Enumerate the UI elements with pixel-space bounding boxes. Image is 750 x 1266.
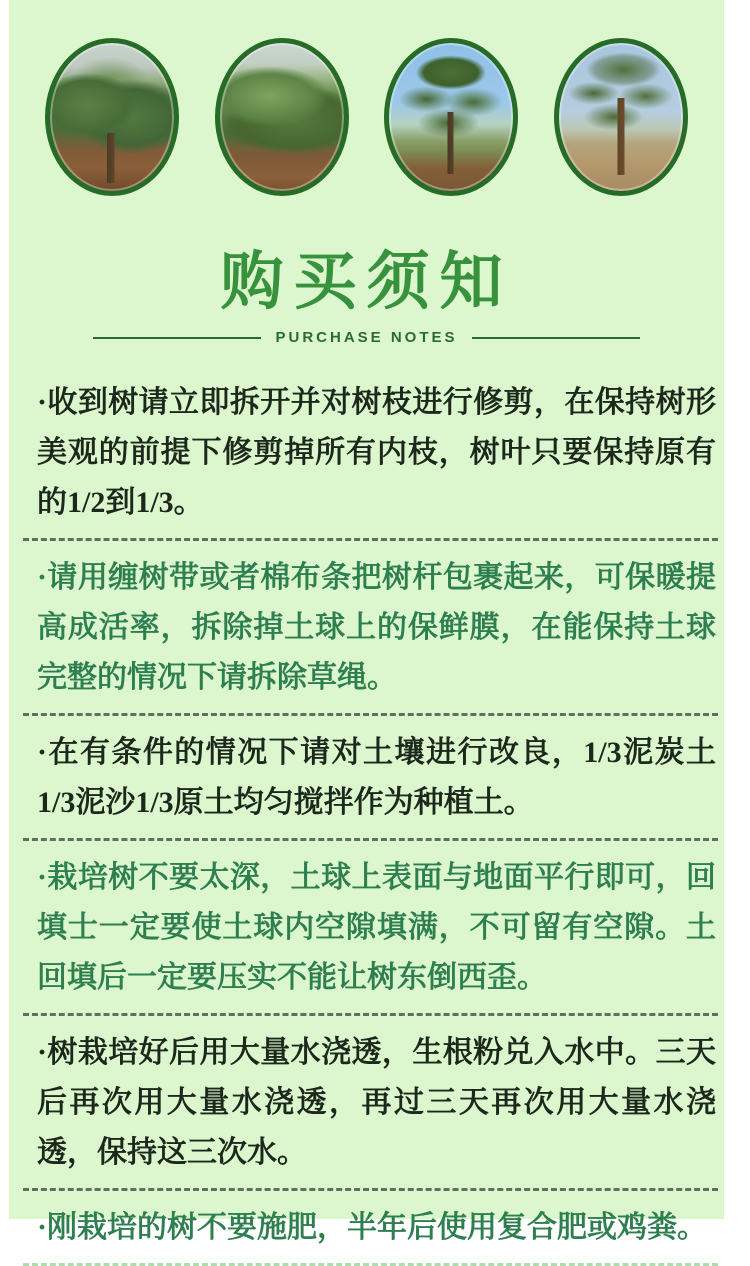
- note-item: ·树栽培好后用大量水浇透，生根粉兑入水中。三天后再次用大量水浇透，再过三天再次用大量水浇透，保持这三次水。: [37, 1036, 716, 1170]
- subtitle-row: [9, 329, 724, 346]
- note-item: ·请用缠树带或者棉布条把树杆包裹起来，可保暖提高成活率，拆除掉土球上的保鲜膜，在能保持土球完整的情况下请拆除草绳。: [37, 561, 716, 695]
- divider-line-right: [472, 337, 640, 339]
- note-item: ·在有条件的情况下请对土壤进行改良，1/3泥炭土1/3泥沙1/3原土均匀搅拌作为种植土。: [37, 736, 716, 820]
- tree-photo: [45, 38, 179, 196]
- subtitle-text: PURCHASE NOTES: [275, 329, 458, 347]
- purchase-notes-page: [9, 0, 724, 1245]
- notes-list: [9, 366, 724, 1266]
- page-title: 购买须知: [220, 247, 513, 317]
- tree-photo: [384, 38, 518, 196]
- tree-photo-gallery: [9, 0, 724, 204]
- note-item: ·刚栽培的树不要施肥，半年后使用复合肥或鸡粪。: [37, 1211, 708, 1245]
- note-item: ·栽培树不要太深，土球上表面与地面平行即可，回填士一定要使土球内空隙填满，不可留有空隙。土回填后一定要压实不能让树东倒西歪。: [37, 861, 716, 995]
- tree-photo: [215, 38, 349, 196]
- section-header: [9, 248, 724, 346]
- divider-line-left: [93, 337, 261, 339]
- tree-photo: [554, 38, 688, 196]
- note-item: ·收到树请立即拆开并对树枝进行修剪，在保持树形美观的前提下修剪掉所有内枝，树叶只要保持原有的1/2到1/3。: [37, 386, 716, 520]
